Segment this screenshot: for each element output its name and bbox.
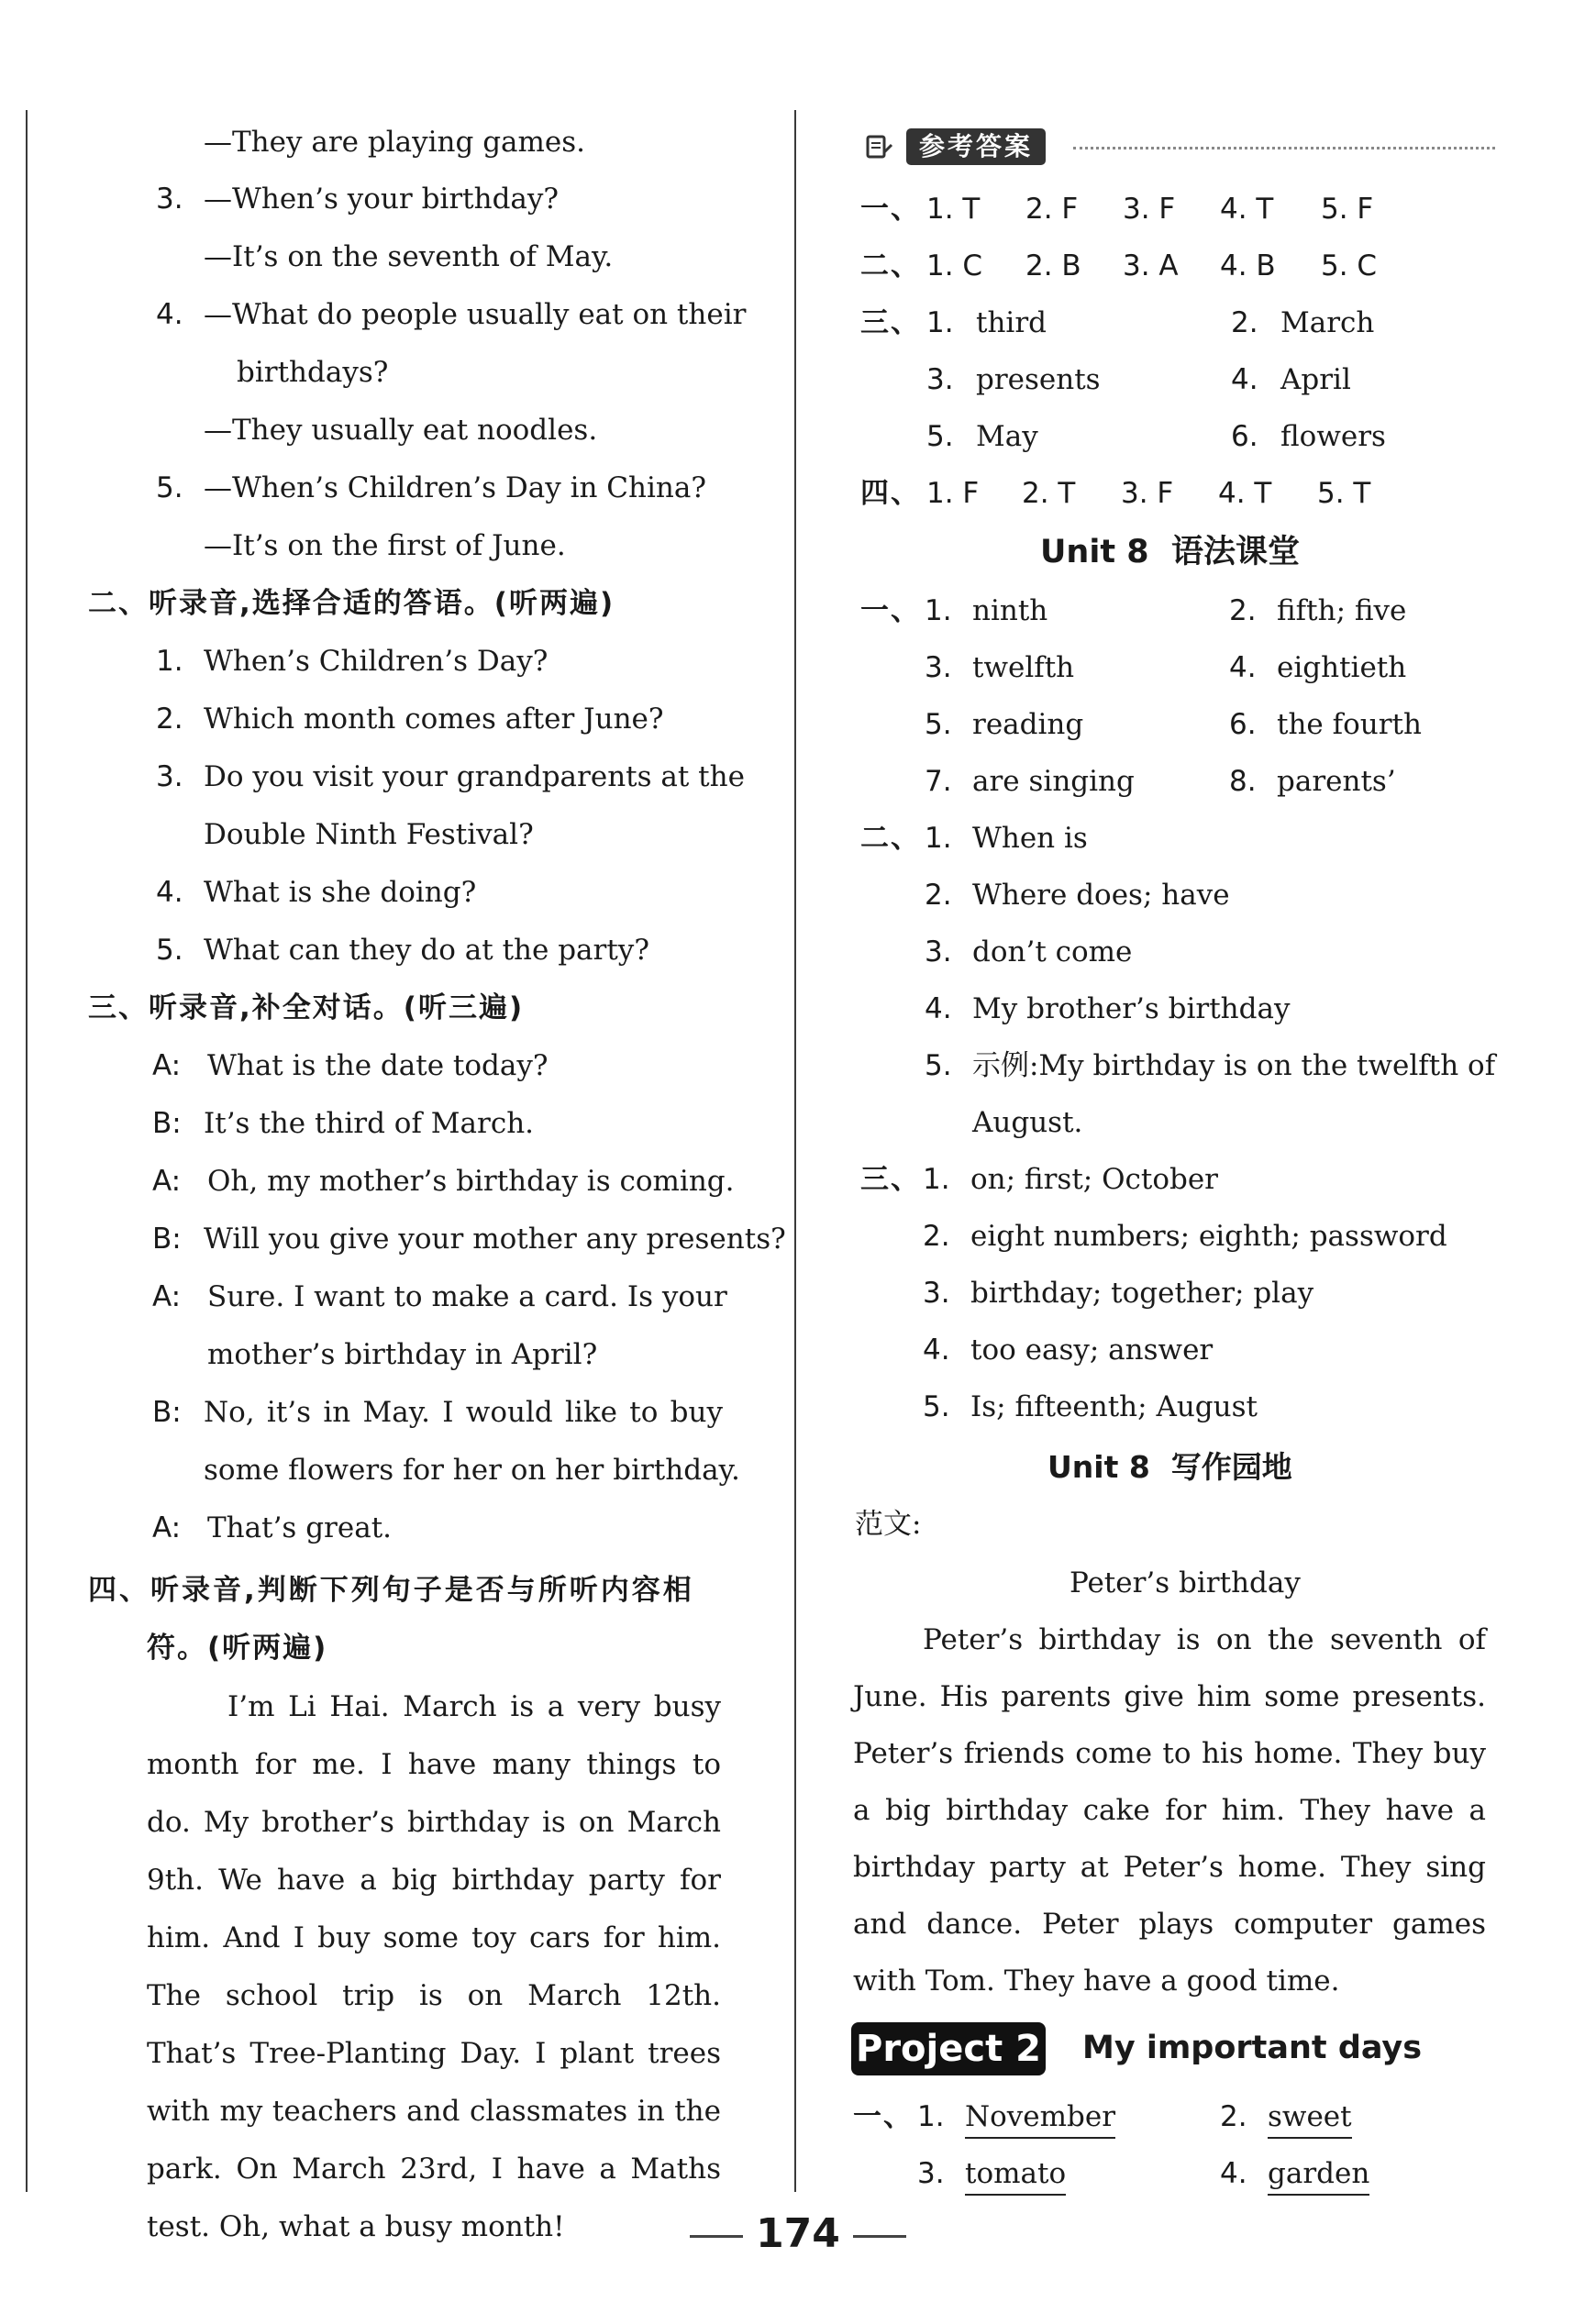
answer-word: reading [972,708,1084,741]
dialog-line: It’s the third of March. [204,1107,535,1140]
listening-passage: I’m Li Hai. March is a very busy month for me. I have many things to do. My brother’s birthday is on March 9th. We have a big birthday party for him. And I buy some toy cars for him. The school trip is on March 12th. That’s Tree-Planting Day. I plant trees with my teachers and classmates in the park. On March 23rd, I have a Maths test. Oh, what a busy month! [147,1690,721,2243]
answer-word: March [1280,306,1375,339]
dialog-line: —When’s your birthday? [204,183,560,216]
answer-item: 1. F [926,477,980,510]
answer-number: 5. [923,1390,950,1423]
column-divider [794,110,796,2192]
dialog-line: Sure. I want to make a card. Is your [207,1280,727,1313]
answer-word: flowers [1280,420,1386,453]
question-text: Do you visit your grandparents at the [204,760,745,793]
item-number: 5. [156,934,183,967]
item-number: 2. [156,703,183,736]
answer-word: sweet [1268,2098,1352,2139]
question-text: When’s Children’s Day? [204,645,549,678]
item-number: 1. [156,645,183,678]
answer-word: May [976,420,1038,453]
section-heading: 二、听录音,选择合适的答语。(听两遍) [88,587,615,620]
answer-word: on; first; October [970,1163,1218,1196]
answer-word: tomato [965,2155,1066,2196]
answer-word: eight numbers; eighth; password [970,1220,1447,1253]
answer-item: 3. A [1123,249,1179,282]
answer-number: 2. [923,1220,950,1253]
answer-label: 一、 [860,594,921,627]
page-number-dash [690,2235,743,2238]
speaker-label: A: [152,1049,182,1082]
answer-item: 2. F [1025,193,1079,226]
answer-number: 1. [926,306,954,339]
speaker-label: A: [152,1165,182,1198]
dialog-line: —They usually eat noodles. [204,414,598,447]
answer-number: 4. [1220,2157,1247,2190]
dialog-line: —It’s on the first of June. [204,529,566,562]
answer-word: 示例:My birthday is on the twelfth of [972,1049,1496,1082]
item-number: 3. [156,760,183,793]
answer-word: the fourth [1277,708,1422,741]
answer-item: 4. T [1220,193,1274,226]
answer-word: eightieth [1277,651,1407,684]
page-number [0,2208,1596,2260]
answer-label: 一、 [853,2100,914,2133]
dialog-line: —When’s Children’s Day in China? [204,471,706,504]
answer-word: too easy; answer [970,1334,1214,1367]
answer-number: 6. [1229,708,1257,741]
answer-word: Where does; have [972,879,1230,912]
answer-label: 二、 [860,822,921,855]
answer-word: August. [972,1106,1083,1139]
item-number: 3. [156,183,183,216]
left-line: —They are playing games. [204,126,586,159]
answer-item: 3. F [1121,477,1174,510]
question-text: What is she doing? [204,876,477,909]
answer-number: 4. [925,992,952,1025]
project-title: My important days [1082,2030,1423,2066]
answer-number: 8. [1229,765,1257,798]
model-essay: Peter’s birthday is on the seventh of June. His parents give him some presents. Peter’s friends come to his home. They buy a big birthday cake for him. They have a birthday party at Peter’s home. They sing and dance. Peter plays computer games with Tom. They have a good time. [853,1623,1486,1998]
dotted-divider [1073,147,1495,149]
answer-number: 2. [1229,594,1257,627]
answer-number: 2. [1231,306,1258,339]
dialog-line: Oh, my mother’s birthday is coming. [207,1165,735,1198]
answer-label: 二、 [860,249,921,282]
answer-number: 1. [925,594,952,627]
dialog-line: —It’s on the seventh of May. [204,240,614,273]
model-essay-label: 范文: [855,1508,922,1541]
question-text: Which month comes after June? [204,703,664,736]
section-heading: 四、听录音,判断下列句子是否与所听内容相 [88,1574,694,1607]
answer-number: 3. [917,2157,945,2190]
answer-number: 2. [1220,2100,1247,2133]
answer-number: 4. [1229,651,1257,684]
answer-number: 3. [925,651,952,684]
answer-label: 三、 [860,306,921,339]
answer-label: 一、 [860,193,921,226]
question-text: Double Ninth Festival? [204,818,534,851]
dialog-line: No, it’s in May. I would like to buy [204,1396,723,1429]
answer-word: When is [972,822,1088,855]
dialog-line: birthdays? [237,356,389,389]
answer-number: 7. [925,765,952,798]
answer-number: 4. [1231,363,1258,396]
answer-word: garden [1268,2155,1369,2196]
answer-item: 5. F [1321,193,1374,226]
page-number-value: 174 [756,2210,840,2257]
dialog-line: —What do people usually eat on their [204,298,747,331]
answer-item: 5. C [1321,249,1378,282]
answer-word: November [965,2098,1115,2139]
answer-word: presents [976,363,1101,396]
speaker-label: B: [152,1107,182,1140]
answer-label: 四、 [860,477,921,510]
left-margin-rule [26,110,28,2192]
answer-number: 3. [923,1277,950,1310]
answer-number: 1. [923,1163,950,1196]
answer-item: 3. F [1123,193,1176,226]
project-badge: Project 2 [851,2022,1046,2075]
answer-word: Is; fifteenth; August [970,1390,1258,1423]
answer-key-badge: 参考答案 [906,128,1046,165]
dialog-line: some flowers for her on her birthday. [204,1454,740,1487]
dialog-line: That’s great. [207,1511,393,1544]
essay-title: Peter’s birthday [1070,1566,1301,1599]
answer-number: 5. [925,1049,952,1082]
answer-item: 1. C [926,249,983,282]
answer-word: twelfth [972,651,1075,684]
answer-number: 3. [925,935,952,968]
answer-number: 3. [926,363,954,396]
speaker-label: A: [152,1280,182,1313]
answer-word: April [1280,363,1351,396]
speaker-label: A: [152,1511,182,1544]
answer-word: fifth; five [1277,594,1407,627]
answer-word: third [976,306,1047,339]
speaker-label: B: [152,1396,182,1429]
item-number: 5. [156,471,183,504]
answer-item: 2. B [1025,249,1081,282]
question-text: What can they do at the party? [204,934,649,967]
answer-item: 4. B [1220,249,1276,282]
unit-heading: Unit 8 语法课堂 [1040,534,1300,570]
answer-number: 1. [925,822,952,855]
answer-number: 6. [1231,420,1258,453]
section-heading: 符。(听两遍) [147,1632,328,1665]
answer-item: 1. T [926,193,981,226]
answer-word: parents’ [1277,765,1396,798]
answer-item: 5. T [1317,477,1371,510]
dialog-line: mother’s birthday in April? [207,1338,598,1371]
answer-label: 三、 [860,1163,921,1196]
answer-word: birthday; together; play [970,1277,1314,1310]
answer-item: 4. T [1218,477,1272,510]
answer-item: 2. T [1022,477,1076,510]
section-heading: 三、听录音,补全对话。(听三遍) [88,991,525,1024]
answer-number: 2. [925,879,952,912]
answer-number: 1. [917,2100,945,2133]
answer-word: are singing [972,765,1135,798]
answer-number: 5. [925,708,952,741]
item-number: 4. [156,298,183,331]
unit-heading: Unit 8 写作园地 [1047,1449,1292,1485]
answer-number: 4. [923,1334,950,1367]
page-number-dash [853,2235,906,2238]
dialog-line: What is the date today? [207,1049,549,1082]
speaker-label: B: [152,1223,182,1256]
dialog-line: Will you give your mother any presents? [204,1223,786,1256]
answer-word: don’t come [972,935,1133,968]
answer-word: ninth [972,594,1048,627]
answer-word: My brother’s birthday [972,992,1291,1025]
item-number: 4. [156,876,183,909]
book-icon [866,134,893,160]
answer-number: 5. [926,420,954,453]
